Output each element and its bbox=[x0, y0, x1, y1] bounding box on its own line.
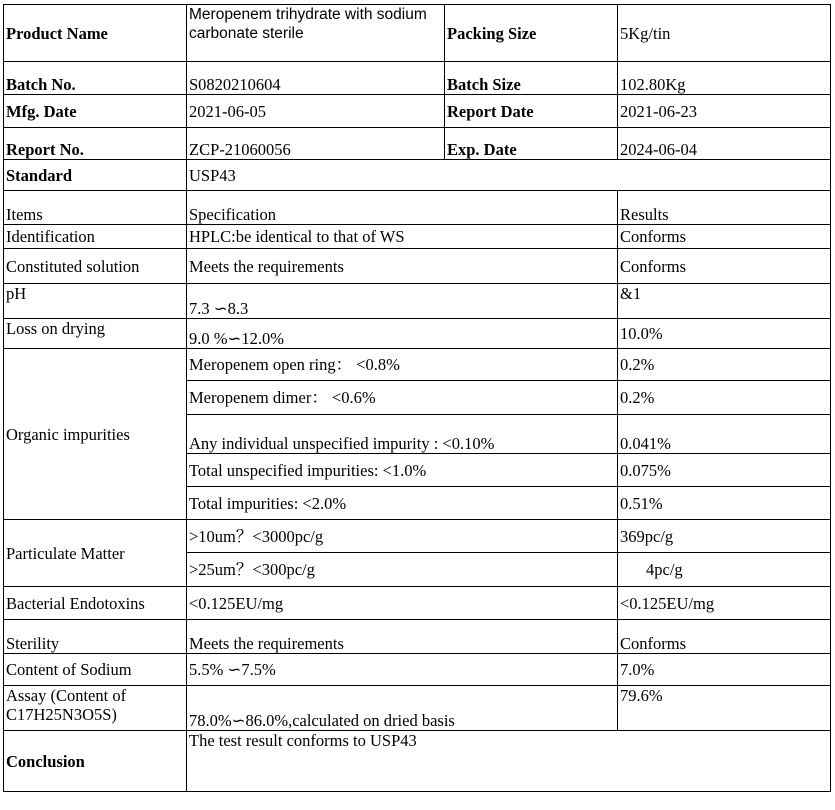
item-ph: pH bbox=[4, 284, 187, 319]
row-identification bbox=[4, 225, 831, 249]
result-assay: 79.6% bbox=[618, 686, 831, 731]
result-individual: 0.041% bbox=[618, 415, 831, 454]
exp-date-value: 2024-06-04 bbox=[618, 128, 831, 160]
spec-identification: HPLC:be identical to that of WS bbox=[187, 225, 618, 249]
row-loss-on-drying bbox=[4, 319, 831, 349]
result-total-unspec: 0.075% bbox=[618, 454, 831, 487]
batch-no-value: S0820210604 bbox=[187, 62, 445, 95]
standard-label: Standard bbox=[4, 160, 187, 191]
exp-date-label: Exp. Date bbox=[445, 128, 618, 160]
item-sterility: Sterility bbox=[4, 620, 187, 654]
batch-no-label: Batch No. bbox=[4, 62, 187, 95]
result-particulate-25: 4pc/g bbox=[618, 553, 831, 587]
result-dimer: 0.2% bbox=[618, 381, 831, 415]
standard-value: USP43 bbox=[187, 160, 831, 191]
spec-individual: Any individual unspecified impurity : <0.10% bbox=[187, 415, 618, 454]
packing-size-value: 5Kg/tin bbox=[618, 5, 831, 62]
row-product-name bbox=[4, 5, 831, 62]
spec-assay: 78.0%∽86.0%,calculated on dried basis bbox=[187, 686, 618, 731]
conclusion-value: The test result conforms to USP43 bbox=[187, 731, 831, 792]
col-results: Results bbox=[618, 191, 831, 225]
row-endotoxins bbox=[4, 587, 831, 620]
batch-size-value: 102.80Kg bbox=[618, 62, 831, 95]
item-organic: Organic impurities bbox=[4, 349, 187, 520]
result-total: 0.51% bbox=[618, 487, 831, 520]
item-assay: Assay (Content of C17H25N3O5S) bbox=[4, 686, 187, 731]
coa-table bbox=[3, 4, 831, 792]
spec-endotoxins: <0.125EU/mg bbox=[187, 587, 618, 620]
report-date-label: Report Date bbox=[445, 95, 618, 128]
spec-total-unspec: Total unspecified impurities: <1.0% bbox=[187, 454, 618, 487]
result-particulate-10: 369pc/g bbox=[618, 520, 831, 553]
spec-dimer: Meropenem dimer： <0.6% bbox=[187, 381, 618, 415]
certificate-of-analysis bbox=[3, 4, 831, 792]
spec-sterility: Meets the requirements bbox=[187, 620, 618, 654]
result-identification: Conforms bbox=[618, 225, 831, 249]
row-constituted-solution bbox=[4, 249, 831, 284]
conclusion-label: Conclusion bbox=[4, 731, 187, 792]
result-sodium: 7.0% bbox=[618, 654, 831, 686]
row-ph bbox=[4, 284, 831, 319]
item-endotoxins: Bacterial Endotoxins bbox=[4, 587, 187, 620]
item-constituted: Constituted solution bbox=[4, 249, 187, 284]
packing-size-label: Packing Size bbox=[445, 5, 618, 62]
row-conclusion bbox=[4, 731, 831, 792]
item-identification: Identification bbox=[4, 225, 187, 249]
row-organic-open-ring bbox=[4, 349, 831, 381]
result-endotoxins: <0.125EU/mg bbox=[618, 587, 831, 620]
batch-size-label: Batch Size bbox=[445, 62, 618, 95]
spec-particulate-25: >25um？<300pc/g bbox=[187, 553, 618, 587]
row-report-no bbox=[4, 128, 831, 160]
mfg-date-value: 2021-06-05 bbox=[187, 95, 445, 128]
row-column-headers bbox=[4, 191, 831, 225]
result-constituted: Conforms bbox=[618, 249, 831, 284]
col-items: Items bbox=[4, 191, 187, 225]
result-sterility: Conforms bbox=[618, 620, 831, 654]
item-loss: Loss on drying bbox=[4, 319, 187, 349]
col-specification: Specification bbox=[187, 191, 618, 225]
spec-constituted: Meets the requirements bbox=[187, 249, 618, 284]
item-particulate: Particulate Matter bbox=[4, 520, 187, 587]
spec-loss: 9.0 %∽12.0% bbox=[187, 319, 618, 349]
spec-sodium: 5.5% ∽7.5% bbox=[187, 654, 618, 686]
spec-open-ring: Meropenem open ring： <0.8% bbox=[187, 349, 618, 381]
row-assay bbox=[4, 686, 831, 731]
product-name-value: Meropenem trihydrate with sodium carbonate sterile bbox=[187, 5, 445, 62]
result-open-ring: 0.2% bbox=[618, 349, 831, 381]
product-name-label: Product Name bbox=[4, 5, 187, 62]
row-sterility bbox=[4, 620, 831, 654]
row-standard bbox=[4, 160, 831, 191]
row-mfg-date bbox=[4, 95, 831, 128]
spec-ph: 7.3 ∽8.3 bbox=[187, 284, 618, 319]
result-loss: 10.0% bbox=[618, 319, 831, 349]
row-batch-no bbox=[4, 62, 831, 95]
mfg-date-label: Mfg. Date bbox=[4, 95, 187, 128]
spec-total: Total impurities: <2.0% bbox=[187, 487, 618, 520]
item-sodium: Content of Sodium bbox=[4, 654, 187, 686]
row-particulate-10 bbox=[4, 520, 831, 553]
spec-particulate-10: >10um？<3000pc/g bbox=[187, 520, 618, 553]
report-no-value: ZCP-21060056 bbox=[187, 128, 445, 160]
result-ph: &1 bbox=[618, 284, 831, 319]
row-sodium bbox=[4, 654, 831, 686]
report-date-value: 2021-06-23 bbox=[618, 95, 831, 128]
report-no-label: Report No. bbox=[4, 128, 187, 160]
